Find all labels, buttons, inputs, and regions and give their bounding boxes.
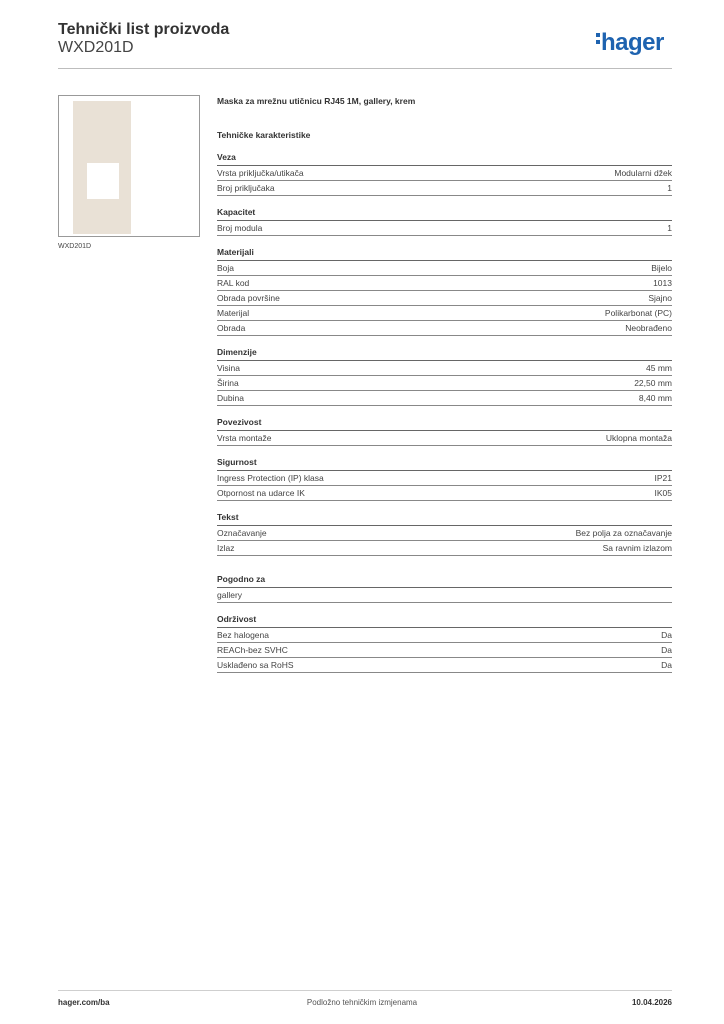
spec-label: Broj modula: [217, 223, 263, 233]
spec-row: [217, 658, 672, 673]
rj45-opening-graphic: [87, 163, 119, 199]
product-description: Maska za mrežnu utičnicu RJ45 1M, gallery, krem: [217, 96, 416, 106]
spec-row: [217, 291, 672, 306]
spec-label: Boja: [217, 263, 235, 273]
spec-section: [217, 205, 672, 236]
section-title: Tekst: [217, 510, 672, 526]
hager-logo: [596, 29, 664, 57]
spec-value: Sa ravnim izlazom: [602, 543, 672, 553]
spec-label: Širina: [217, 378, 239, 388]
section-title: Sigurnost: [217, 455, 672, 471]
spec-label: Obrada: [217, 323, 246, 333]
spec-sections: [217, 150, 672, 556]
spec-value: Bijelo: [651, 263, 672, 273]
footer-website: hager.com/ba: [58, 998, 110, 1007]
spec-row: [217, 628, 672, 643]
spec-row: [217, 221, 672, 236]
spec-value: Uklopna montaža: [605, 433, 672, 443]
section-title: Pogodno za: [217, 572, 672, 588]
section-title: Održivost: [217, 612, 672, 628]
cover-plate-graphic: [73, 101, 131, 234]
spec-label: RAL kod: [217, 278, 250, 288]
spec-row: [217, 643, 672, 658]
spec-value: 22,50 mm: [634, 378, 672, 388]
section-title: Veza: [217, 150, 672, 166]
section-title: Dimenzije: [217, 345, 672, 361]
logo-dots-icon: [596, 33, 600, 47]
spec-section: [217, 245, 672, 336]
section-title: Povezivost: [217, 415, 672, 431]
spec-value: Da: [661, 630, 672, 640]
spec-row: [217, 431, 672, 446]
spec-label: Dubina: [217, 393, 244, 403]
spec-label: Obrada površine: [217, 293, 280, 303]
image-caption: WXD201D: [58, 243, 92, 250]
spec-section: [217, 415, 672, 446]
product-image: [58, 95, 200, 237]
spec-value: 45 mm: [646, 363, 672, 373]
spec-label: REACh-bez SVHC: [217, 645, 288, 655]
spec-value: Neobrađeno: [625, 323, 672, 333]
specifications: [217, 94, 672, 682]
spec-row: [217, 361, 672, 376]
spec-label: Bez halogena: [217, 630, 269, 640]
spec-label: Označavanje: [217, 528, 267, 538]
spec-value: 8,40 mm: [638, 393, 672, 403]
footer-date: 10.04.2026: [631, 998, 672, 1007]
spec-section: [217, 510, 672, 556]
spec-section: [217, 345, 672, 406]
spec-value: Bez polja za označavanje: [575, 528, 672, 538]
spec-row: [217, 166, 672, 181]
spec-row: [217, 261, 672, 276]
spec-row: [217, 321, 672, 336]
tech-characteristics-title: Tehničke karakteristike: [217, 130, 311, 140]
spec-row: [217, 486, 672, 501]
spec-label: Ingress Protection (IP) klasa: [217, 473, 324, 483]
section-title: Materijali: [217, 245, 672, 261]
section-title: Kapacitet: [217, 205, 672, 221]
spec-row: [217, 526, 672, 541]
spec-value: Modularni džek: [614, 168, 672, 178]
spec-label: Usklađeno sa RoHS: [217, 660, 294, 670]
spec-value: Polikarbonat (PC): [604, 308, 672, 318]
spec-section: [217, 455, 672, 501]
logo-text: hager: [601, 29, 664, 56]
spec-label: Vrsta montaže: [217, 433, 272, 443]
footer-notice: Podložno tehničkim izmjenama: [306, 998, 418, 1007]
spec-row: [217, 376, 672, 391]
spec-label: Izlaz: [217, 543, 235, 553]
spec-value: IP21: [654, 473, 672, 483]
spec-row: [217, 276, 672, 291]
spec-row: [217, 306, 672, 321]
spec-row: [217, 588, 672, 603]
spec-section: [217, 150, 672, 196]
product-code: WXD201D: [58, 39, 134, 56]
spec-value: Sjajno: [648, 293, 672, 303]
spec-value: Da: [661, 660, 672, 670]
spec-value: 1013: [653, 278, 672, 288]
header-divider: [58, 68, 672, 69]
spec-label: Visina: [217, 363, 240, 373]
spec-value: IK05: [654, 488, 672, 498]
footer-divider: [58, 990, 672, 991]
spec-label: gallery: [217, 590, 243, 600]
spec-label: Materijal: [217, 308, 250, 318]
sustainability-section: [217, 612, 672, 673]
spec-row: [217, 391, 672, 406]
spec-label: Vrsta priključka/utikača: [217, 168, 304, 178]
spec-value: 1: [667, 183, 672, 193]
spec-value: 1: [667, 223, 672, 233]
spec-row: [217, 471, 672, 486]
spec-label: Broj priključaka: [217, 183, 275, 193]
spec-row: [217, 541, 672, 556]
spec-value: Da: [661, 645, 672, 655]
suitable-section: [217, 572, 672, 603]
page-title: Tehnički list proizvoda: [58, 21, 230, 38]
spec-label: Otpornost na udarce IK: [217, 488, 305, 498]
spec-row: [217, 181, 672, 196]
